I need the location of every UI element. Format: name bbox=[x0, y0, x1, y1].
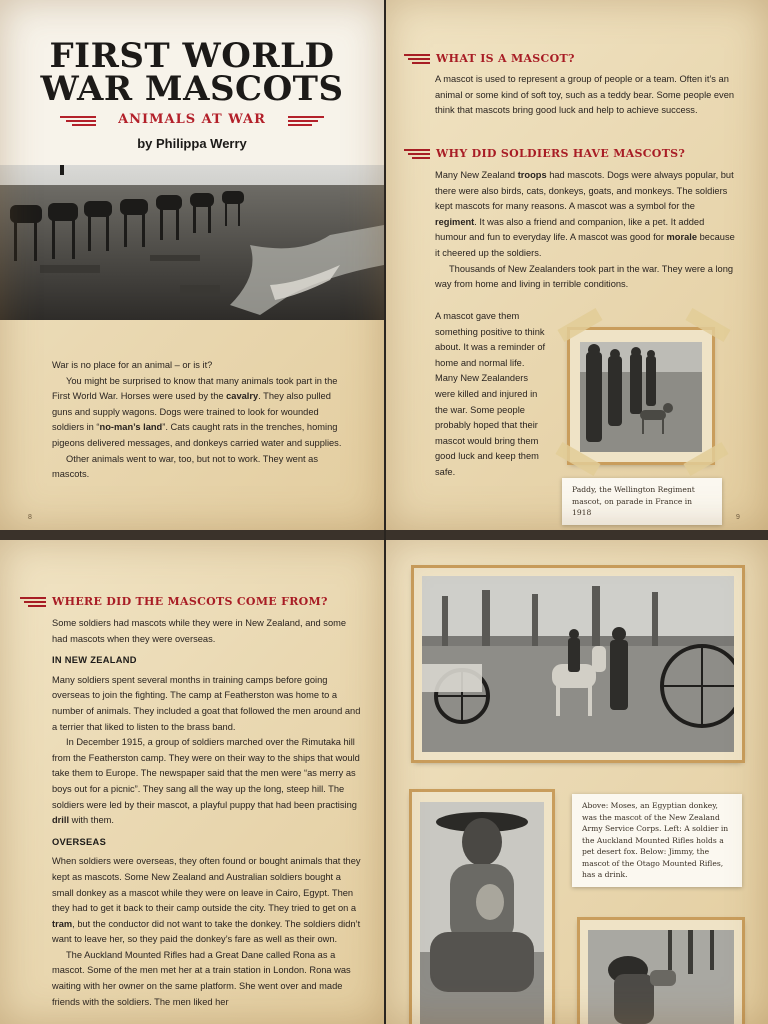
why-p1-c: . It was also a friend and companion, like a pet. It added humour and fun to everyday life. A mascot was good for bbox=[435, 216, 705, 243]
glossary-drill: drill bbox=[52, 815, 70, 826]
heading-flag-icon bbox=[404, 149, 430, 159]
nz-subheading: IN NEW ZEALAND bbox=[52, 655, 137, 666]
where-body bbox=[52, 616, 362, 1010]
os-p1-b: , but the conductor did not want to take the donkey. The soldiers didn’t want to leave her, so they paid the donkey’s fare as well as their own. bbox=[52, 918, 361, 945]
right-stripes bbox=[288, 116, 324, 126]
where-heading bbox=[20, 595, 328, 608]
caption-paddy: Paddy, the Wellington Regiment mascot, on parade in France in 1918 bbox=[562, 478, 722, 525]
glossary-no-mans-land: no-man’s land bbox=[99, 422, 163, 433]
why-p1-b: had mascots. Dogs were always popular, but there were also birds, cats, donkeys, goats, and monkeys. The soldiers kept mascots for many reasons. A mascot was a symbol for the bbox=[435, 170, 734, 212]
page-number-right: 9 bbox=[736, 514, 740, 521]
page-11 bbox=[386, 540, 768, 1024]
what-text: A mascot is used to represent a group of people or a team. Often it’s an animal or some kind of soft toy, such as a teddy bear. Some people even think that mascots bring good luck and help to achieve success. bbox=[435, 74, 735, 116]
page-8 bbox=[0, 0, 384, 530]
donkey-moses-photo bbox=[422, 576, 734, 752]
os-p1 bbox=[52, 854, 362, 948]
horses-mud-photo bbox=[0, 165, 384, 320]
overseas-subheading: OVERSEAS bbox=[52, 836, 107, 847]
why-p2-narrow: A mascot gave them something positive to think about. It was a reminder of home and normal life. Many New Zealanders were killed and injured in the war. Some people probably hoped that their mascot would bring them good luck and keep them safe. bbox=[435, 311, 546, 477]
why-p1-a: Many New Zealand bbox=[435, 170, 518, 180]
glossary-morale: morale bbox=[666, 232, 698, 243]
why-p2: Thousands of New Zealanders took part in the war. They were a long way from home and living in terrible conditions. bbox=[435, 263, 734, 290]
nz-p2-a: In December 1915, a group of soldiers marched over the Rimutaka hill from the Featherston camp. They were on their way to the ships that would take them to Europe. The newspaper said that the men were “as merry as boys out for a picnic”. They sang all the way up the long, steep hill. The soldiers were led by their mascot, a playful puppy that had been practising bbox=[52, 737, 360, 810]
page-9 bbox=[386, 0, 768, 530]
intro-p3: Other animals went to war, too, but not to work. They went as mascots. bbox=[52, 453, 319, 480]
why-text bbox=[435, 168, 735, 293]
paddy-photo-frame bbox=[570, 330, 712, 462]
nz-p2 bbox=[52, 735, 362, 829]
intro-p1: War is no place for an animal – or is it? bbox=[52, 360, 213, 370]
where-intro: Some soldiers had mascots while they were in New Zealand, and some had mascots when they were overseas. bbox=[52, 618, 347, 644]
os-p1-a: When soldiers were overseas, they often found or bought animals that they kept as mascots. Some New Zealand and Australian soldiers bought a small donkey as a mascot while they were on leave in Cairo, Egypt. Then they had to get it back to their camp outside the city. They tried to get on a bbox=[52, 856, 361, 914]
soldier-fox-photo bbox=[420, 802, 544, 1024]
heading-flag-icon bbox=[404, 54, 430, 64]
intro-p2-a: You might be surprised to know that many animals took part in the First World War. Horses were used by the bbox=[52, 375, 338, 402]
glossary-tram: tram bbox=[52, 918, 73, 929]
heading-flag-icon bbox=[20, 597, 46, 607]
title-block bbox=[0, 0, 384, 165]
intro-p2 bbox=[52, 374, 342, 452]
paddy-photo bbox=[580, 342, 702, 452]
intro-p2-c: ”. Cats caught rats in the trenches, homing pigeons delivered messages, and donkeys carried water and supplies. bbox=[52, 422, 342, 448]
fox-photo-frame bbox=[412, 792, 552, 1024]
intro-p2-b: . They also pulled guns and supply wagons. Dogs were trained to look for wounded soldiers in “ bbox=[52, 391, 331, 433]
byline: by Philippa Werry bbox=[137, 136, 247, 151]
glossary-regiment: regiment bbox=[435, 216, 475, 227]
nz-p2-b: with them. bbox=[69, 815, 114, 826]
main-title: FIRST WORLD WAR MASCOTS bbox=[40, 36, 344, 109]
why-p1-d: because it cheered up the soldiers. bbox=[435, 232, 735, 258]
donkey-photo-frame bbox=[414, 568, 742, 760]
page-number-left: 8 bbox=[28, 514, 32, 521]
glossary-cavalry: cavalry bbox=[226, 391, 259, 402]
intro-text bbox=[52, 358, 342, 483]
where-heading-text: WHERE DID THE MASCOTS COME FROM? bbox=[52, 595, 328, 608]
jimmy-photo-frame bbox=[580, 920, 742, 1024]
os-p2: The Auckland Mounted Rifles had a Great Dane called Rona as a mascot. Some of the men met her at a train station in London. Rona was waiting with her owner on the same platform. She went over and made friends with the soldiers. The men liked her bbox=[52, 949, 351, 1007]
why-heading bbox=[404, 147, 685, 160]
glossary-troops: troops bbox=[517, 170, 547, 180]
spine bbox=[384, 0, 386, 1024]
why-heading-text: WHY DID SOLDIERS HAVE MASCOTS? bbox=[436, 147, 686, 160]
what-heading-text: WHAT IS A MASCOT? bbox=[436, 52, 575, 65]
sub-title: ANIMALS AT WAR bbox=[118, 112, 266, 127]
page-10 bbox=[0, 540, 384, 1024]
why-p1 bbox=[435, 168, 735, 262]
nz-p1: Many soldiers spent several months in training camps before going overseas to join the fighting. The camp at Featherston was home to a number of animals. They included a goat that followed the men around and a terrier that liked to listen to the brass band. bbox=[52, 674, 361, 732]
caption-multi: Above: Moses, an Egyptian donkey, was the mascot of the New Zealand Army Service Corps. Left: A soldier in the Auckland Mounted Rifles holds a pet desert fox. Below: Jimmy, the mascot of the Otago Mounted Rifles, has a drink. bbox=[572, 794, 742, 887]
jimmy-photo bbox=[588, 930, 734, 1024]
what-heading bbox=[404, 52, 575, 65]
